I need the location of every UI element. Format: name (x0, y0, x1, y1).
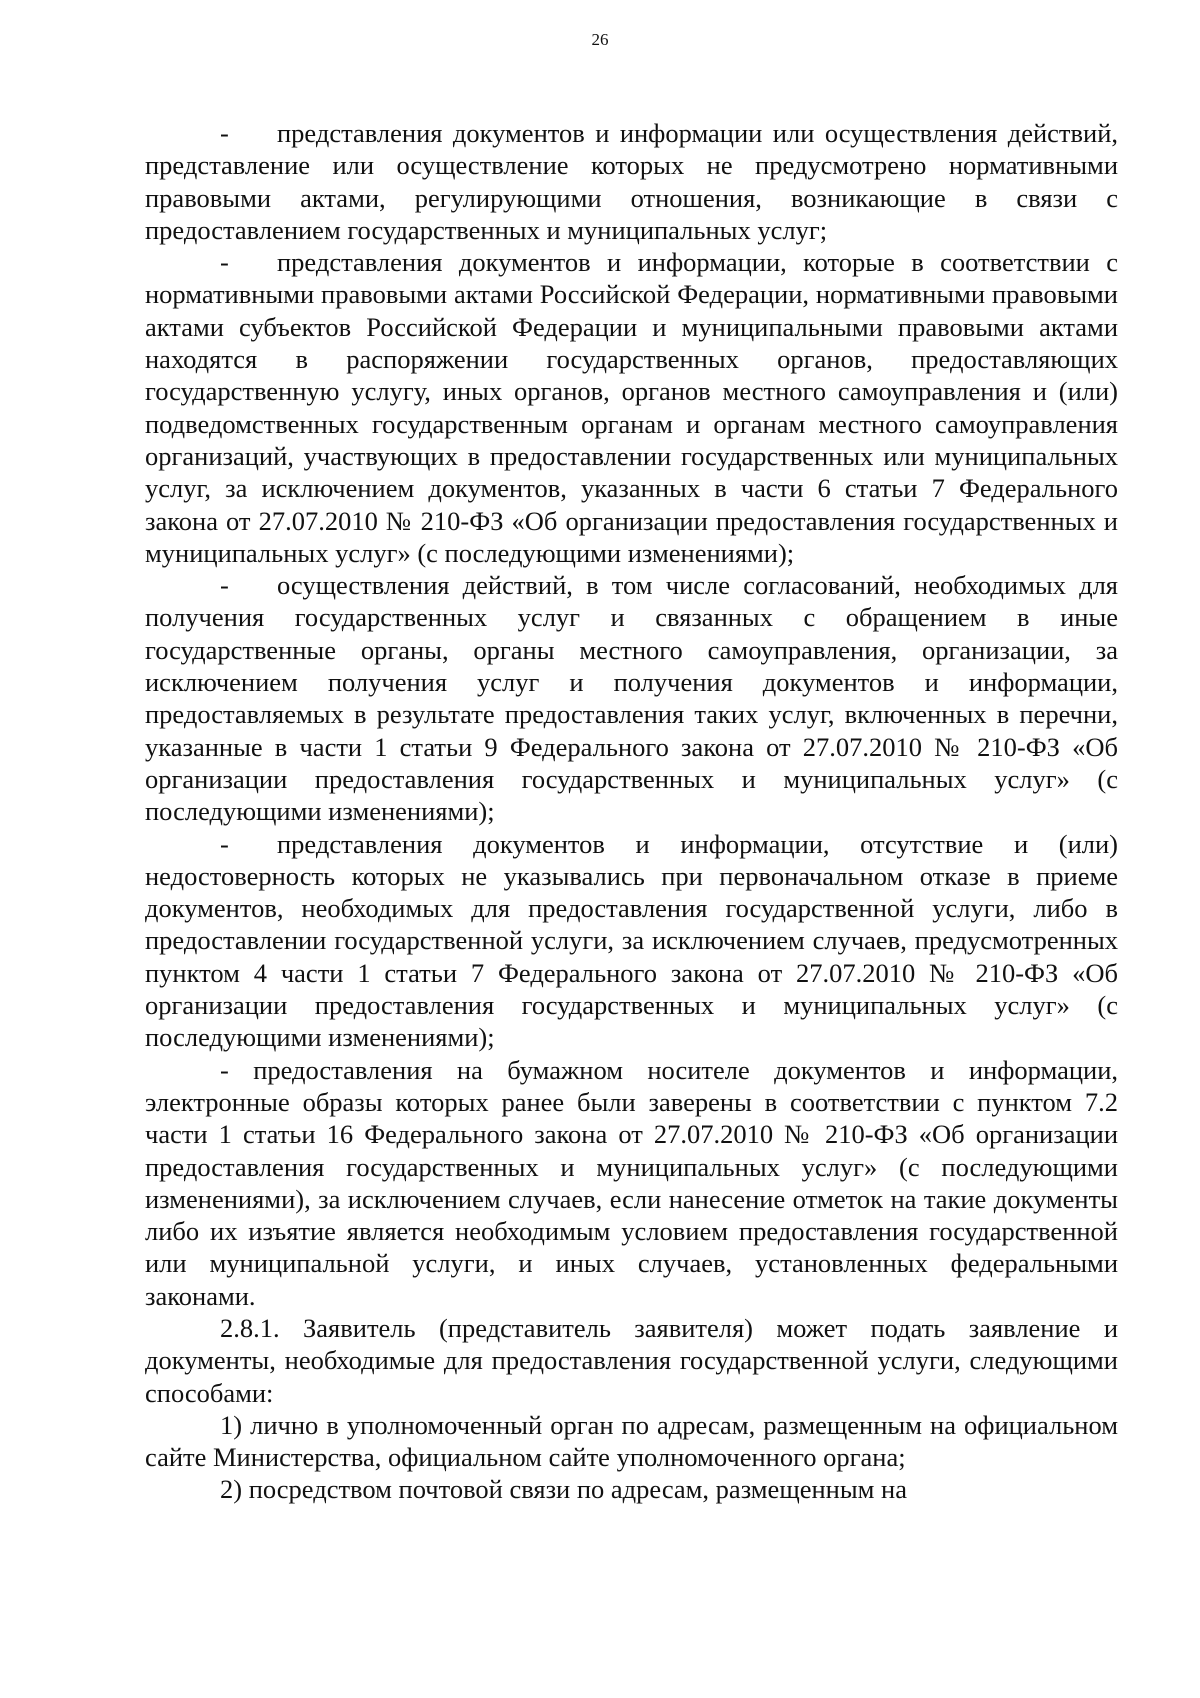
list-marker: - (220, 118, 229, 148)
list-item-text: представления документов и информации или осуществления действий, представление или осуществление которых не предусмотрено нормативными правовыми актами, регулирующими отношения, возникающие в связи с предоставлением государственных и муниципальных услуг; (145, 118, 1118, 245)
page-number: 26 (591, 30, 609, 49)
list-item: - предоставления на бумажном носителе документов и информации, электронные образы которых ранее были заверены в соответствии с пунктом 7.2 части 1 статьи 16 Федерального закона от 27.07.2010 № 210-ФЗ «Об организации предоставления государственных и муниципальных услуг» (с последующими изменениями), за исключением случаев, если нанесение отметок на такие документы либо их изъятие является необходимым условием предоставления государственной или муниципальной услуги, и иных случаев, установленных федеральными законами. (145, 1054, 1118, 1311)
list-item-text: представления документов и информации, которые в соответствии с нормативными правовыми актами Российской Федерации, нормативными правовыми актами субъектов Российской Федерации и муниципальными правовыми актами находятся в распоряжении государственных органов, предоставляющих государственную услугу, иных органов, органов местного самоуправления и (или) подведомственных государственным органам и органам местного самоуправления организаций, участвующих в предоставлении государственных или муниципальных услуг, за исключением документов, указанных в части 6 статьи 7 Федерального закона от 27.07.2010 № 210-ФЗ «Об организации предоставления государственных и муниципальных услуг» (с последующими изменениями); (145, 247, 1118, 568)
section-2-8-1: 2.8.1. Заявитель (представитель заявителя) может подать заявление и документы, необходимые для предоставления государственной услуги, следующими способами: (145, 1312, 1118, 1408)
list-item-text: осуществления действий, в том числе согласований, необходимых для получения государственных услуг и связанных с обращением в иные государственные органы, органы местного самоуправления, организации, за исключением получения услуг и получения документов и информации, предоставляемых в результате предоставления таких услуг, включенных в перечни, указанные в части 1 статьи 9 Федерального закона от 27.07.2010 № 210-ФЗ «Об организации предоставления государственных и муниципальных услуг» (с последующими изменениями); (145, 570, 1118, 827)
list-marker: - (220, 247, 229, 278)
list-item (145, 828, 1118, 1054)
document-body (145, 117, 1118, 1506)
list-marker: - (220, 570, 229, 601)
list-item (145, 569, 1118, 827)
list-marker: - (220, 828, 229, 859)
list-item (145, 117, 1118, 246)
method-in-person: 1) лично в уполномоченный орган по адресам, размещенным на официальном сайте Министерства, официальном сайте уполномоченного органа; (145, 1409, 1118, 1473)
method-postal: 2) посредством почтовой связи по адресам, размещенным на (220, 1474, 907, 1505)
list-item (145, 246, 1118, 569)
list-item-text: представления документов и информации, отсутствие и (или) недостоверность которых не указывались при первоначальном отказе в приеме документов, необходимых для предоставления государственной услуги, либо в предоставлении государственной услуги, за исключением случаев, предусмотренных пунктом 4 части 1 статьи 7 Федерального закона от 27.07.2010 № 210-ФЗ «Об организации предоставления государственных и муниципальных услуг» (с последующими изменениями); (145, 828, 1118, 1053)
